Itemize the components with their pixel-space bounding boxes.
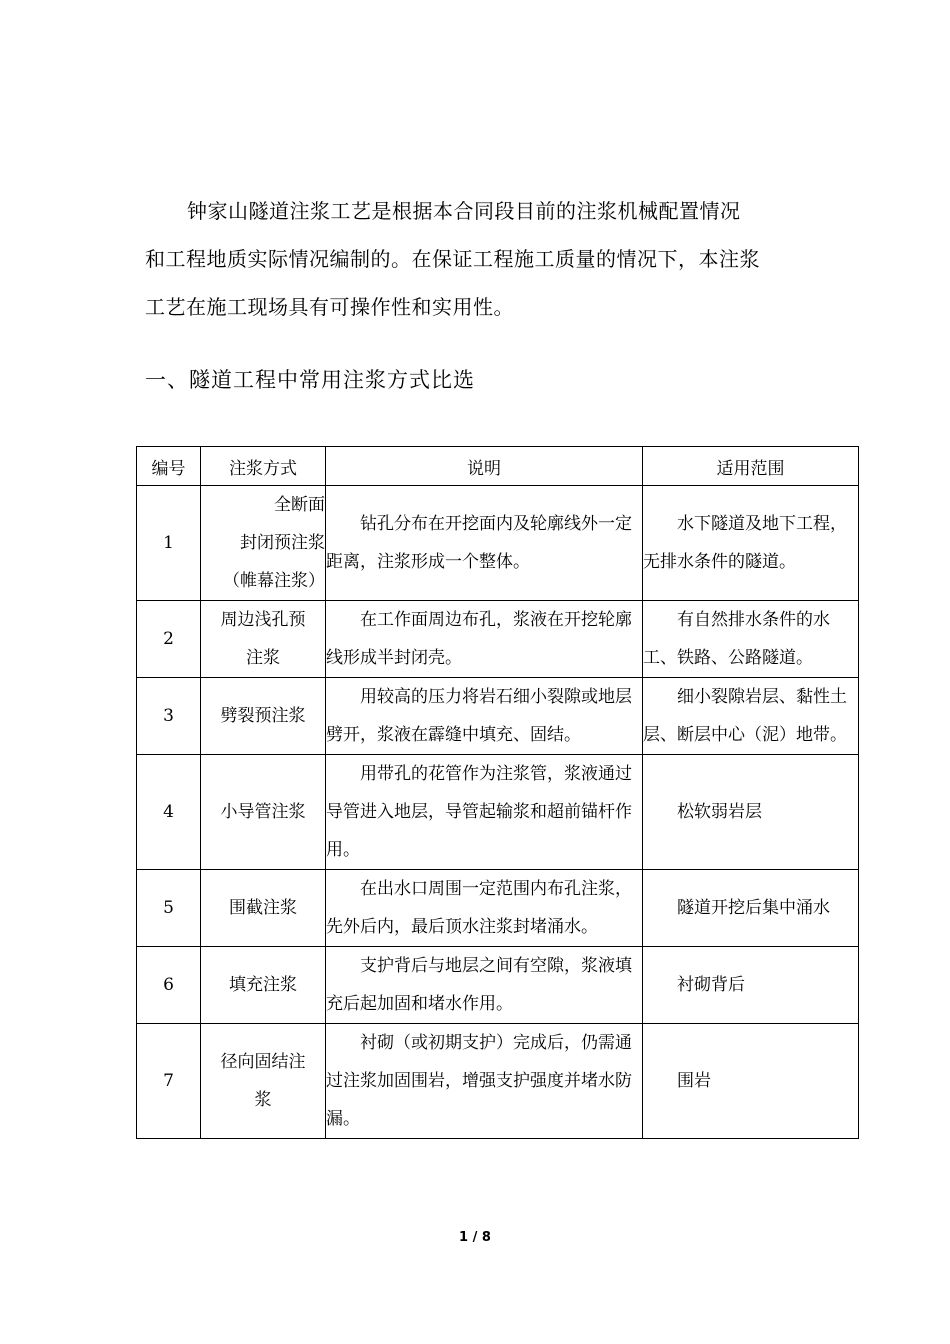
row-way-line: 封闭预注浆 (240, 533, 325, 553)
row-num: 3 (137, 678, 201, 755)
row-way-line: 小导管注浆 (220, 802, 306, 822)
row-way-line: 注浆 (246, 648, 280, 668)
table-row (137, 601, 859, 678)
row-scope: 衬砌背后 (643, 947, 859, 1024)
intro-line-3: 工艺在施工现场具有可操作性和实用性。 (145, 295, 514, 319)
table-row (137, 870, 859, 947)
row-desc: 用带孔的花管作为注浆管，浆液通过导管进入地层，导管起输浆和超前锚杆作用。 (326, 755, 643, 870)
table-row (137, 678, 859, 755)
row-num: 1 (137, 486, 201, 601)
header-way: 注浆方式 (201, 447, 326, 486)
row-way (201, 947, 326, 1024)
row-way-line: 径向固结注 (220, 1052, 306, 1072)
row-num: 2 (137, 601, 201, 678)
section-heading: 一、隧道工程中常用注浆方式比选 (145, 368, 475, 392)
row-way-line: 劈裂预注浆 (220, 706, 306, 726)
page-separator: / (468, 1230, 482, 1245)
row-desc: 在出水口周围一定范围内布孔注浆，先外后内，最后顶水注浆封堵涌水。 (326, 870, 643, 947)
row-num: 4 (137, 755, 201, 870)
row-way (201, 678, 326, 755)
row-way (201, 870, 326, 947)
page-current: 1 (459, 1230, 469, 1245)
table-row (137, 755, 859, 870)
table-row (137, 947, 859, 1024)
row-scope: 松软弱岩层 (643, 755, 859, 870)
row-way (201, 1024, 326, 1139)
header-scope: 适用范围 (643, 447, 859, 486)
grouting-methods-table (136, 446, 859, 1139)
row-desc: 支护背后与地层之间有空隙，浆液填充后起加固和堵水作用。 (326, 947, 643, 1024)
page-number (0, 1230, 950, 1245)
row-way-line: 周边浅孔预 (220, 610, 306, 630)
row-num: 6 (137, 947, 201, 1024)
row-desc: 衬砌（或初期支护）完成后，仍需通过注浆加固围岩，增强支护强度并堵水防漏。 (326, 1024, 643, 1139)
row-scope: 隧道开挖后集中涌水 (643, 870, 859, 947)
row-way (201, 755, 326, 870)
table-row (137, 486, 859, 601)
row-num: 5 (137, 870, 201, 947)
table-header-row (137, 447, 859, 486)
row-way-line: 填充注浆 (229, 975, 297, 995)
row-desc: 在工作面周边布孔，浆液在开挖轮廓线形成半封闭壳。 (326, 601, 643, 678)
intro-line-2: 和工程地质实际情况编制的。在保证工程施工质量的情况下，本注浆 (145, 247, 760, 271)
row-scope: 水下隧道及地下工程，无排水条件的隧道。 (643, 486, 859, 601)
row-desc: 用较高的压力将岩石细小裂隙或地层劈开，浆液在霹缝中填充、固结。 (326, 678, 643, 755)
header-desc: 说明 (326, 447, 643, 486)
row-scope: 细小裂隙岩层、黏性土层、断层中心（泥）地带。 (643, 678, 859, 755)
row-scope: 有自然排水条件的水工、铁路、公路隧道。 (643, 601, 859, 678)
intro-paragraph (145, 187, 813, 331)
row-way-line: 全断面 (274, 495, 325, 515)
table-row (137, 1024, 859, 1139)
page-total: 8 (481, 1230, 491, 1245)
header-num: 编号 (137, 447, 201, 486)
row-num: 7 (137, 1024, 201, 1139)
row-way-line: 浆 (254, 1090, 272, 1110)
row-scope: 围岩 (643, 1024, 859, 1139)
row-desc: 钻孔分布在开挖面内及轮廓线外一定距离，注浆形成一个整体。 (326, 486, 643, 601)
intro-line-1: 钟家山隧道注浆工艺是根据本合同段目前的注浆机械配置情况 (187, 199, 741, 223)
row-way (201, 601, 326, 678)
row-way-line: （帷幕注浆） (223, 571, 325, 591)
row-way (201, 486, 326, 601)
row-way-line: 围截注浆 (229, 898, 297, 918)
